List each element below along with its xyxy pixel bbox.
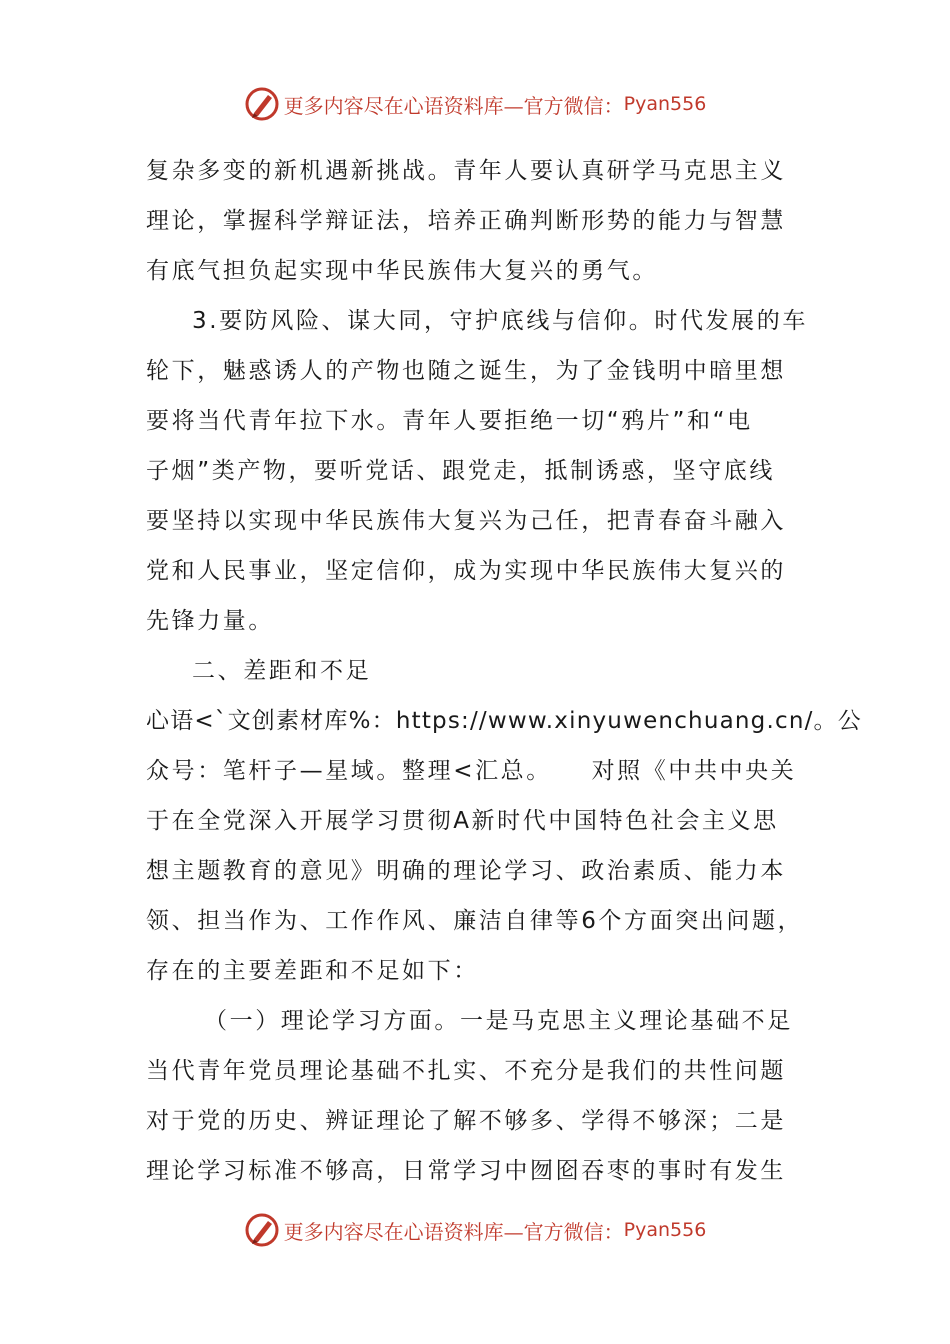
document-body (146, 146, 862, 1196)
paragraph-line: 领、担当作为、工作作风、廉洁自律等6个方面突出问题， (146, 908, 804, 934)
section-heading: 二、差距和不足 (192, 658, 372, 684)
banner-text: 更多内容尽在心语资料库— (283, 1219, 524, 1244)
header-watermark-banner (0, 84, 950, 124)
paragraph-line: 心语<`文创素材库%：https://www.xinyuwenchuang.cn/。公 (146, 708, 862, 734)
paragraph-line: 于在全党深入开展学习贯彻A新时代中国特色社会主义思 (146, 808, 779, 834)
paragraph-line: 理论学习标准不够高，日常学习中囫囵吞枣的事时有发生 (146, 1158, 786, 1184)
paragraph-line: 子烟”类产物，要听党话、跟党走，抵制诱惑，坚守底线 (146, 458, 775, 484)
paragraph-line: 3.要防风险、谋大同，守护底线与信仰。时代发展的车 (192, 308, 808, 334)
pen-logo-icon (244, 1212, 280, 1248)
banner-wechat-id: Pyan556 (623, 93, 707, 115)
paragraph-line: 要将当代青年拉下水。青年人要拒绝一切“鸦片”和“电 (146, 408, 753, 434)
banner-text: 更多内容尽在心语资料库— (283, 93, 524, 118)
paragraph-line: 对于党的历史、辨证理论了解不够多、学得不够深；二是 (146, 1108, 786, 1134)
paragraph-line: 复杂多变的新机遇新挑战。青年人要认真研学马克思主义 (146, 158, 786, 184)
paragraph-line: 先锋力量。 (146, 608, 274, 634)
paragraph-line: 想主题教育的意见》明确的理论学习、政治素质、能力本 (146, 858, 786, 884)
paragraph-line: 党和人民事业，坚定信仰，成为实现中华民族伟大复兴的 (146, 558, 786, 584)
paragraph-line: 理论，掌握科学辩证法，培养正确判断形势的能力与智慧 (146, 208, 786, 234)
paragraph-line: 轮下，魅惑诱人的产物也随之诞生，为了金钱明中暗里想 (146, 358, 786, 384)
paragraph-line: 当代青年党员理论基础不扎实、不充分是我们的共性问题 (146, 1058, 786, 1084)
pen-logo-icon (244, 86, 280, 122)
banner-official-label: 官方微信： (523, 1219, 624, 1244)
paragraph-line: 存在的主要差距和不足如下： (146, 958, 479, 984)
paragraph-line: 众号：笔杆子—星域。整理<汇总。 对照《中共中央关 (146, 758, 797, 784)
paragraph-line: （一）理论学习方面。一是马克思主义理论基础不足 (204, 1008, 793, 1034)
banner-official-label: 官方微信： (523, 93, 624, 118)
banner-wechat-id: Pyan556 (623, 1219, 707, 1241)
paragraph-line: 要坚持以实现中华民族伟大复兴为己任，把青春奋斗融入 (146, 508, 786, 534)
footer-watermark-banner (0, 1210, 950, 1250)
paragraph-line: 有底气担负起实现中华民族伟大复兴的勇气。 (146, 258, 658, 284)
